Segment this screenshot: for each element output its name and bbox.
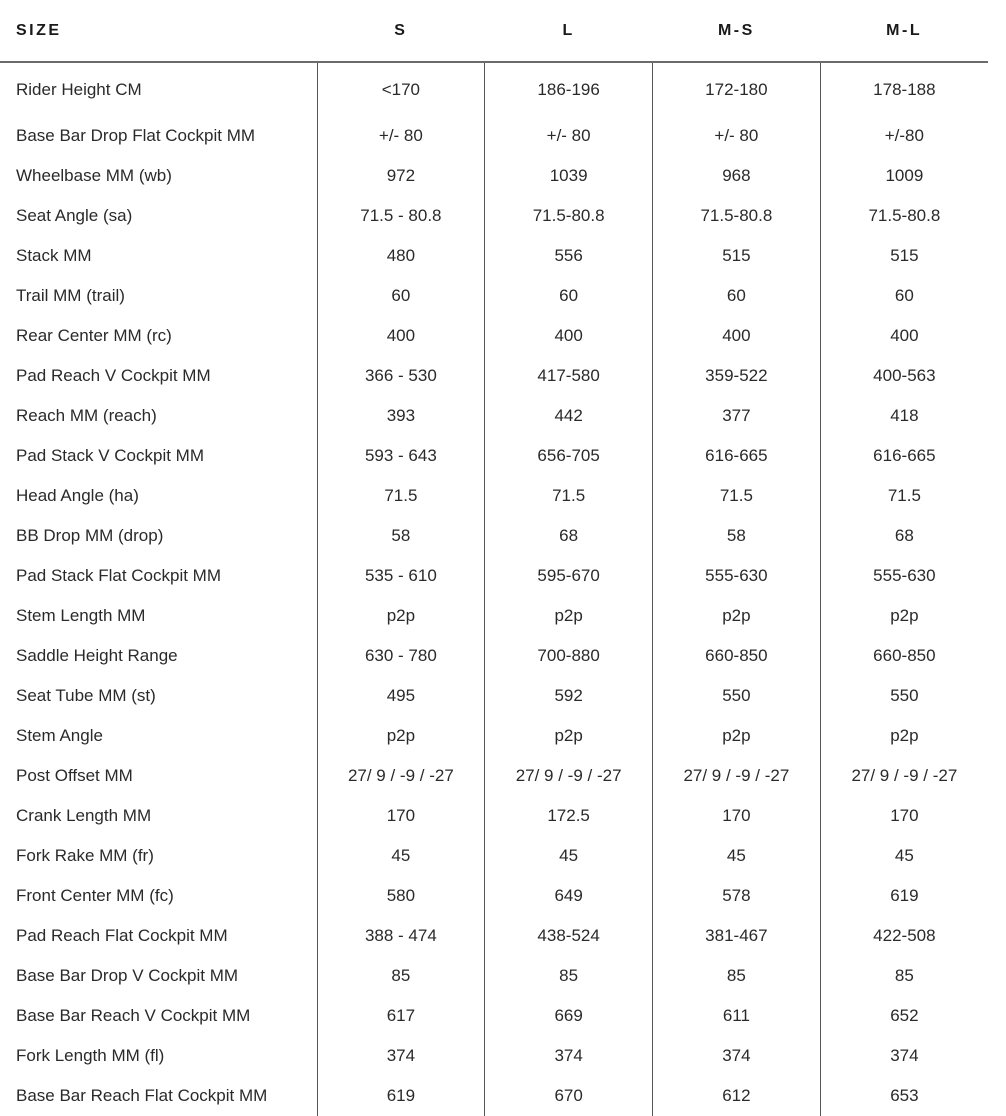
- cell-value: 58: [317, 516, 485, 556]
- table-row: [0, 316, 988, 356]
- row-label: Stack MM: [16, 246, 92, 265]
- row-label: Pad Stack V Cockpit MM: [16, 446, 205, 465]
- cell-value: 612: [653, 1076, 821, 1116]
- cell-value: 550: [653, 676, 821, 716]
- cell-value: p2p: [485, 716, 653, 756]
- row-label: Rear Center MM (rc): [16, 326, 172, 345]
- cell-value: p2p: [317, 716, 485, 756]
- table-header: [0, 0, 988, 62]
- row-label: Trail MM (trail): [16, 286, 125, 305]
- cell-value: 60: [820, 276, 988, 316]
- cell-value: 1009: [820, 156, 988, 196]
- cell-value: 438-524: [485, 916, 653, 956]
- cell-value: 400-563: [820, 356, 988, 396]
- cell-value: 178-188: [820, 62, 988, 116]
- cell-value: +/- 80: [653, 116, 821, 156]
- cell-value: 45: [485, 836, 653, 876]
- table-row: [0, 916, 988, 956]
- cell-value: 480: [317, 236, 485, 276]
- cell-value: p2p: [485, 596, 653, 636]
- cell-value: 27/ 9 / -9 / -27: [653, 756, 821, 796]
- cell-value: 374: [317, 1036, 485, 1076]
- cell-value: 71.5-80.8: [820, 196, 988, 236]
- cell-value: 68: [820, 516, 988, 556]
- cell-value: 71.5 - 80.8: [317, 196, 485, 236]
- size-header-s: S: [317, 0, 485, 62]
- cell-value: 442: [485, 396, 653, 436]
- cell-value: 400: [485, 316, 653, 356]
- cell-value: 374: [820, 1036, 988, 1076]
- cell-value: 85: [485, 956, 653, 996]
- cell-value: 652: [820, 996, 988, 1036]
- cell-value: 555-630: [820, 556, 988, 596]
- cell-value: 550: [820, 676, 988, 716]
- cell-value: 616-665: [653, 436, 821, 476]
- cell-value: 71.5-80.8: [653, 196, 821, 236]
- cell-value: 617: [317, 996, 485, 1036]
- table-row: [0, 436, 988, 476]
- table-row: [0, 236, 988, 276]
- table-row: [0, 716, 988, 756]
- cell-value: 68: [485, 516, 653, 556]
- cell-value: 60: [653, 276, 821, 316]
- table-row: [0, 876, 988, 916]
- header-row: [0, 0, 988, 62]
- cell-value: 186-196: [485, 62, 653, 116]
- size-header-m-l: M-L: [820, 0, 988, 62]
- row-label: Crank Length MM: [16, 806, 152, 825]
- table-row: [0, 62, 988, 116]
- cell-value: 45: [653, 836, 821, 876]
- table-row: [0, 836, 988, 876]
- row-label: Seat Tube MM (st): [16, 686, 156, 705]
- table-row: [0, 1076, 988, 1116]
- cell-value: 27/ 9 / -9 / -27: [820, 756, 988, 796]
- cell-value: 653: [820, 1076, 988, 1116]
- cell-value: 366 - 530: [317, 356, 485, 396]
- row-label: Rider Height CM: [16, 79, 142, 99]
- cell-value: 170: [820, 796, 988, 836]
- row-label: Front Center MM (fc): [16, 886, 174, 905]
- cell-value: 555-630: [653, 556, 821, 596]
- row-label: Post Offset MM: [16, 766, 133, 785]
- cell-value: 359-522: [653, 356, 821, 396]
- cell-value: 85: [820, 956, 988, 996]
- cell-value: 60: [317, 276, 485, 316]
- table-body: [0, 62, 988, 1116]
- cell-value: 593 - 643: [317, 436, 485, 476]
- table-row: [0, 396, 988, 436]
- table-row: [0, 1036, 988, 1076]
- row-label: Fork Rake MM (fr): [16, 846, 154, 865]
- cell-value: 58: [653, 516, 821, 556]
- cell-value: 619: [317, 1076, 485, 1116]
- table-row: [0, 996, 988, 1036]
- cell-value: 700-880: [485, 636, 653, 676]
- cell-value: 71.5-80.8: [485, 196, 653, 236]
- cell-value: 27/ 9 / -9 / -27: [485, 756, 653, 796]
- table-row: [0, 156, 988, 196]
- cell-value: 616-665: [820, 436, 988, 476]
- cell-value: 374: [653, 1036, 821, 1076]
- row-label: Pad Stack Flat Cockpit MM: [16, 566, 222, 585]
- cell-value: 71.5: [485, 476, 653, 516]
- cell-value: +/-80: [820, 116, 988, 156]
- row-label: Stem Length MM: [16, 606, 146, 625]
- cell-value: 85: [317, 956, 485, 996]
- cell-value: 630 - 780: [317, 636, 485, 676]
- cell-value: 377: [653, 396, 821, 436]
- cell-value: 592: [485, 676, 653, 716]
- cell-value: p2p: [317, 596, 485, 636]
- cell-value: 1039: [485, 156, 653, 196]
- row-label: Pad Reach Flat Cockpit MM: [16, 926, 228, 945]
- cell-value: 381-467: [653, 916, 821, 956]
- table-row: [0, 636, 988, 676]
- row-label: Reach MM (reach): [16, 406, 157, 425]
- table-row: [0, 596, 988, 636]
- table-row: [0, 276, 988, 316]
- size-header-m-s: M-S: [653, 0, 821, 62]
- row-label: Base Bar Drop V Cockpit MM: [16, 966, 239, 985]
- cell-value: 972: [317, 156, 485, 196]
- size-header-l: L: [485, 0, 653, 62]
- cell-value: +/- 80: [485, 116, 653, 156]
- cell-value: 660-850: [653, 636, 821, 676]
- cell-value: 417-580: [485, 356, 653, 396]
- row-label: Stem Angle: [16, 726, 103, 745]
- cell-value: <170: [317, 62, 485, 116]
- table-row: [0, 556, 988, 596]
- row-label: Saddle Height Range: [16, 646, 178, 665]
- table-row: [0, 756, 988, 796]
- cell-value: 556: [485, 236, 653, 276]
- cell-value: p2p: [653, 716, 821, 756]
- cell-value: 495: [317, 676, 485, 716]
- cell-value: p2p: [653, 596, 821, 636]
- cell-value: 393: [317, 396, 485, 436]
- table-row: [0, 676, 988, 716]
- cell-value: 45: [317, 836, 485, 876]
- cell-value: 670: [485, 1076, 653, 1116]
- cell-value: 649: [485, 876, 653, 916]
- row-label: BB Drop MM (drop): [16, 526, 164, 545]
- cell-value: 535 - 610: [317, 556, 485, 596]
- cell-value: 968: [653, 156, 821, 196]
- cell-value: 388 - 474: [317, 916, 485, 956]
- cell-value: p2p: [820, 596, 988, 636]
- cell-value: 400: [653, 316, 821, 356]
- cell-value: 60: [485, 276, 653, 316]
- cell-value: +/- 80: [317, 116, 485, 156]
- cell-value: 374: [485, 1036, 653, 1076]
- cell-value: 580: [317, 876, 485, 916]
- cell-value: 515: [820, 236, 988, 276]
- cell-value: 515: [653, 236, 821, 276]
- cell-value: 400: [820, 316, 988, 356]
- cell-value: 27/ 9 / -9 / -27: [317, 756, 485, 796]
- cell-value: 172.5: [485, 796, 653, 836]
- cell-value: 85: [653, 956, 821, 996]
- table-row: [0, 356, 988, 396]
- cell-value: 172-180: [653, 62, 821, 116]
- row-label: Base Bar Drop Flat Cockpit MM: [16, 126, 256, 145]
- row-label: Base Bar Reach V Cockpit MM: [16, 1006, 251, 1025]
- size-header: SIZE: [0, 0, 317, 62]
- cell-value: 669: [485, 996, 653, 1036]
- row-label: Fork Length MM (fl): [16, 1046, 165, 1065]
- row-label: Seat Angle (sa): [16, 206, 133, 225]
- cell-value: 45: [820, 836, 988, 876]
- cell-value: 619: [820, 876, 988, 916]
- row-label: Head Angle (ha): [16, 486, 139, 505]
- row-label: Base Bar Reach Flat Cockpit MM: [16, 1086, 268, 1105]
- cell-value: 660-850: [820, 636, 988, 676]
- table-row: [0, 796, 988, 836]
- cell-value: 418: [820, 396, 988, 436]
- cell-value: 71.5: [820, 476, 988, 516]
- table-row: [0, 516, 988, 556]
- row-label: Pad Reach V Cockpit MM: [16, 366, 211, 385]
- cell-value: 422-508: [820, 916, 988, 956]
- cell-value: 71.5: [317, 476, 485, 516]
- cell-value: 170: [317, 796, 485, 836]
- cell-value: 400: [317, 316, 485, 356]
- cell-value: 656-705: [485, 436, 653, 476]
- cell-value: 578: [653, 876, 821, 916]
- table-row: [0, 956, 988, 996]
- cell-value: 611: [653, 996, 821, 1036]
- cell-value: 71.5: [653, 476, 821, 516]
- cell-value: 170: [653, 796, 821, 836]
- cell-value: 595-670: [485, 556, 653, 596]
- cell-value: p2p: [820, 716, 988, 756]
- table-row: [0, 196, 988, 236]
- table-row: [0, 116, 988, 156]
- table-row: [0, 476, 988, 516]
- row-label: Wheelbase MM (wb): [16, 166, 172, 185]
